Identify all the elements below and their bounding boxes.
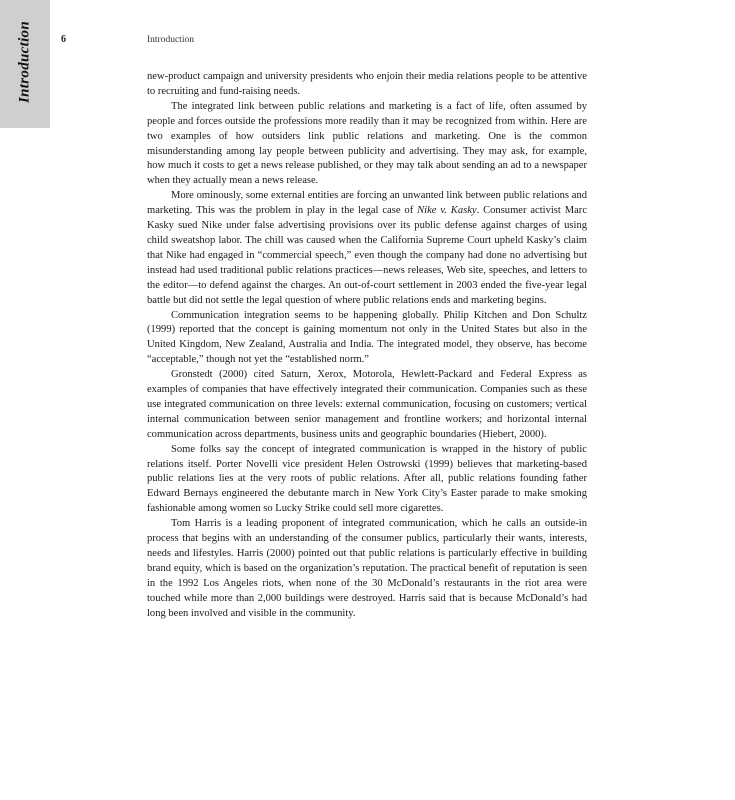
case-name: Nike v. Kasky [417,205,477,217]
chapter-tab-label: Introduction [16,21,33,103]
page-number: 6 [61,34,66,45]
paragraph: The integrated link between public relations and marketing is a fact of life, often assumed by people and forces outside the professions more readily than it may be recognized from within. Here are two examples of how outsiders link public relations and marketing. One is the common misunderstanding among lay people between publicity and advertising. They may ask, for example, how much it costs to get a news release published, or they may talk about sending an ad to a newspaper when they actually mean a news release. [147,100,587,187]
paragraph [147,189,587,308]
paragraph-text: More ominously, some external entities are forcing an unwanted link between public relations and marketing. This was the problem in play in the legal case of [147,190,587,217]
paragraph: Some folks say the concept of integrated communication is wrapped in the history of public relations itself. Porter Novelli vice president Helen Ostrowski (1999) believes that marketing-based public relations lies at the very roots of public relations. After all, public relations founding father Edward Bernays engineered the debutante march in New York City’s Easter parade to make smoking fashionable among women so Lucky Strike could sell more cigarettes. [147,443,587,515]
paragraph: Gronstedt (2000) cited Saturn, Xerox, Motorola, Hewlett-Packard and Federal Express as examples of companies that have effectively integrated their communication. Companies such as these use integrated communication on three levels: external communication, focusing on customers; vertical internal communication between senior management and frontline workers; and horizontal internal communication across departments, business units and geographic boundaries (Hiebert, 2000). [147,369,587,440]
paragraph-text: . Consumer activist Marc Kasky sued Nike under false advertising provisions over its public defense against charges of using child sweatshop labor. The chill was caused when the California Supreme Court upheld Kasky’s claim that Nike had engaged in “commercial speech,” even though the company had done no advertising but instead had used traditional public relations practices—news releases, Web site, speeches, and letters to the editor—to defend against the charges. An out-of-court settlement in 2003 ended the five-year legal battle but did not settle the legal question of where public relations ends and marketing begins. [147,205,587,306]
body-text [147,70,587,622]
chapter-side-tab [0,0,50,128]
running-head: Introduction [147,35,194,45]
paragraph: Tom Harris is a leading proponent of integrated communication, which he calls an outside-in process that begins with an understanding of the consumer publics, particularly their wants, interests, needs and lifestyles. Harris (2000) pointed out that public relations is particularly effective in building brand equity, which is based on the organization’s reputation. The practical benefit of reputation is seen in the 1992 Los Angeles riots, when none of the 30 McDonald’s restaurants in the riot area were touched while more than 2,000 buildings were destroyed. Harris said that is because McDonald’s had long been involved and visible in the community. [147,518,587,619]
paragraph: Communication integration seems to be happening globally. Philip Kitchen and Don Schultz (1999) reported that the concept is gaining momentum not only in the United States but also in the United Kingdom, New Zealand, Australia and India. The integrated model, they observe, has become “acceptable,” though not yet the “established norm.” [147,309,587,366]
paragraph: new-product campaign and university presidents who enjoin their media relations people to be attentive to recruiting and fund-raising needs. [147,71,587,97]
